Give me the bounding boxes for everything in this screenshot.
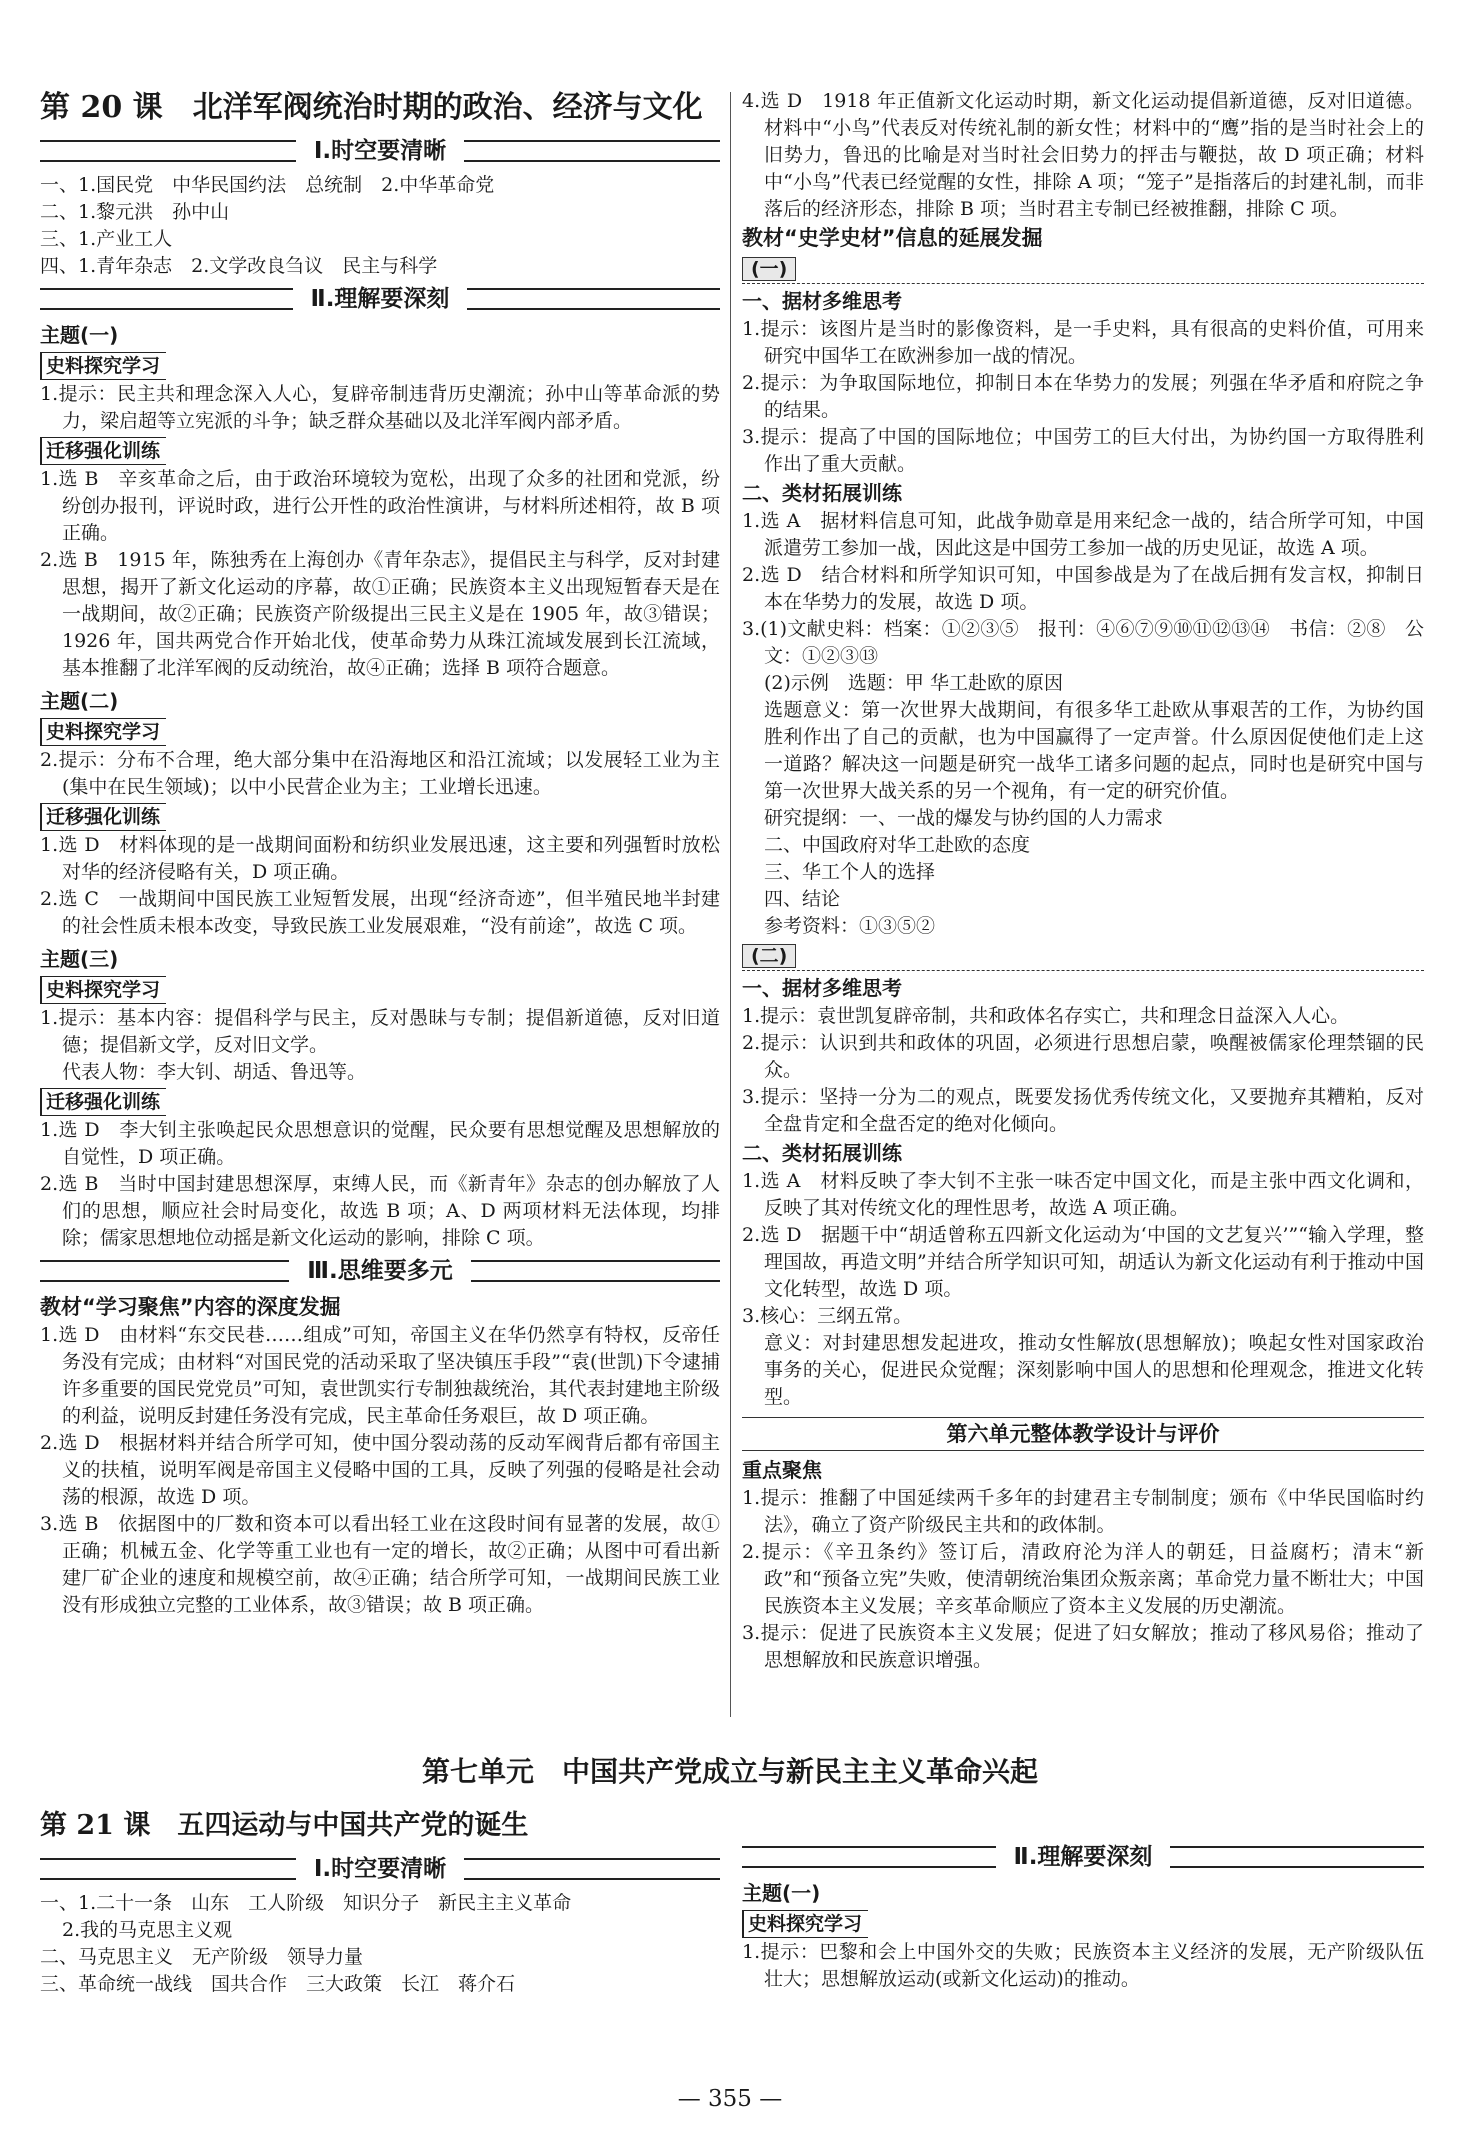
answer-item: 1.提示：基本内容：提倡科学与民主，反对愚昧与专制；提倡新道德，反对旧道德；提倡新文学，反对旧文学。 — [40, 1007, 720, 1056]
answer-item: 3.提示：坚持一分为二的观点，既要发扬优秀传统文化，又要抛弃其糟粕，反对全盘肯定和全盘否定的绝对化倾向。 — [742, 1086, 1424, 1135]
section-heading-1: Ⅰ.时空要清晰 — [40, 134, 720, 168]
left-column — [40, 88, 720, 1619]
answer-item: 3.核心：三纲五常。 — [742, 1305, 913, 1327]
answer-item: 2.提示：分布不合理，绝大部分集中在沿海地区和沿江流域；以发展轻工业为主(集中在民生领域)；以中小民营企业为主；工业增长迅速。 — [40, 749, 720, 798]
sample-line: 四、结论 — [764, 888, 841, 910]
answer-extra: 意义：对封建思想发起进攻，推动女性解放(思想解放)；唤起女性对国家政治事务的关心，促进民众觉醒；深刻影响中国人的思想和伦理观念，推进文化转型。 — [764, 1332, 1424, 1408]
sec1-line: 三、革命统一战线 国共合作 三大政策 长江 蒋介石 — [40, 1973, 516, 1995]
tag-shiliao: 史料探究学习 — [40, 976, 166, 1004]
answer-item: 1.选 D 材料体现的是一战期间面粉和纺织业发展迅速，这主要和列强暂时放松对华的经济侵略有关，D 项正确。 — [40, 834, 720, 883]
answer-item: 1.选 A 材料反映了李大钊不主张一味否定中国文化，而是主张中西文化调和，反映了其对传统文化的理性思考，故选 A 项正确。 — [742, 1170, 1424, 1219]
tag-shiliao: 史料探究学习 — [40, 718, 166, 746]
sec1-line: 2.我的马克思主义观 — [62, 1919, 233, 1941]
extension-heading: 教材“史学史材”信息的延展发掘 — [742, 226, 1043, 250]
answer-item: 1.选 D 李大钊主张唤起民众思想意识的觉醒，民众要有思想觉醒及思想解放的自觉性，D 项正确。 — [40, 1119, 720, 1168]
answer-item: 1.提示：该图片是当时的影像资料，是一手史料，具有很高的史料价值，可用来研究中国华工在欧洲参加一战的情况。 — [742, 318, 1424, 367]
tag-qianyi: 迁移强化训练 — [40, 1088, 166, 1116]
part-1-label: (一) — [742, 255, 1424, 284]
column-divider — [730, 92, 731, 1717]
section-heading-1: Ⅰ.时空要清晰 — [40, 1852, 720, 1886]
sec1-line: 二、1.黎元洪 孙中山 — [40, 201, 230, 223]
section-heading-2: Ⅱ.理解要深刻 — [40, 282, 720, 316]
sec3-subheading: 教材“学习聚焦”内容的深度发掘 — [40, 1295, 341, 1319]
answer-extra: 代表人物：李大钊、胡适、鲁迅等。 — [62, 1061, 367, 1083]
topic-2: 主题(二) — [40, 689, 119, 713]
sec1-line: 四、1.青年杂志 2.文学改良刍议 民主与科学 — [40, 255, 438, 277]
bottom-right-column — [742, 1806, 1424, 1993]
unit-6-title: 第六单元整体教学设计与评价 — [742, 1417, 1424, 1451]
answer-item: 2.提示：认识到共和政体的巩固，必须进行思想启蒙，唤醒被儒家伦理禁锢的民众。 — [742, 1032, 1424, 1081]
sample-line: 参考资料：①③⑤② — [764, 915, 936, 937]
answer-item: 2.选 D 结合材料和所学知识可知，中国参战是为了在战后拥有发言权，抑制日本在华势力的发展，故选 D 项。 — [742, 564, 1424, 613]
sample-line: 研究提纲：一、一战的爆发与协约国的人力需求 — [764, 807, 1164, 829]
section-heading-2: Ⅱ.理解要深刻 — [742, 1840, 1424, 1874]
unit-7-title: 第七单元 中国共产党成立与新民主主义革命兴起 — [421, 1755, 1038, 1788]
answer-item: 2.选 D 据题干中“胡适曾称五四新文化运动为‘中国的文艺复兴’”“输入学理，整理国故，再造文明”并结合所学知识可知，胡适认为新文化运动有利于推动中国文化转型，故选 D 项。 — [742, 1224, 1424, 1300]
right-column — [742, 88, 1424, 1674]
answer-item: 2.提示：为争取国际地位，抑制日本在华势力的发展；列强在华矛盾和府院之争的结果。 — [742, 372, 1424, 421]
answer-item: 1.选 A 据材料信息可知，此战争勋章是用来纪念一战的，结合所学可知，中国派遣劳工参加一战，因此这是中国劳工参加一战的历史见证，故选 A 项。 — [742, 510, 1424, 559]
answer-item: 1.提示：推翻了中国延续两千多年的封建君主专制制度；颁布《中华民国临时约法》，确立了资产阶级民主共和的政体制。 — [742, 1487, 1424, 1536]
sec1-line: 三、1.产业工人 — [40, 228, 173, 250]
topic-1: 主题(一) — [40, 323, 119, 347]
answer-item: 1.选 D 由材料“东交民巷……组成”可知，帝国主义在华仍然享有特权，反帝任务没有完成；由材料“对国民党的活动采取了坚决镇压手段”“袁(世凯)下令逮捕许多重要的国民党党员”可知，袁世凯实行专制独裁统治，其代表封建地主阶级的利益，说明反封建任务没有完成，民主革命任务艰巨，故 D 项正确。 — [40, 1324, 720, 1427]
answer-item: 1.提示：巴黎和会上中国外交的失败；民族资本主义经济的发展，无产阶级队伍壮大；思想解放运动(或新文化运动)的推动。 — [742, 1941, 1424, 1990]
answer-item: 4.选 D 1918 年正值新文化运动时期，新文化运动提倡新道德，反对旧道德。材料中“小鸟”代表反对传统礼制的新女性；材料中的“鹰”指的是当时社会上的旧势力，鲁迅的比喻是对当时社会旧势力的抨击与鞭挞，故 D 项正确；材料中“小鸟”代表已经觉醒的女性，排除 A 项；“笼子”是指落后的封建礼制，而非落后的经济形态，排除 B 项；当时君主专制已经被推翻，排除 C 项。 — [742, 90, 1424, 220]
answer-item: 1.提示：袁世凯复辟帝制，共和政体名存实亡，共和理念日益深入人心。 — [742, 1005, 1350, 1027]
answer-item: 2.提示：《辛丑条约》签订后，清政府沦为洋人的朝廷，日益腐朽；清末“新政”和“预备立宪”失败，使清朝统治集团众叛亲离；革命党力量不断壮大；中国民族资本主义发展；辛亥革命顺应了资本主义发展的历史潮流。 — [742, 1541, 1424, 1617]
section-heading-3: Ⅲ.思维要多元 — [40, 1254, 720, 1288]
part-2-label: (二) — [742, 942, 1424, 971]
bottom-left-column — [40, 1806, 720, 1998]
answer-item: 3.选 B 依据图中的厂数和资本可以看出轻工业在这段时间有显著的发展，故①正确；机械五金、化学等重工业也有一定的增长，故②正确；从图中可看出新建厂矿企业的速度和规模空前，故④正确；结合所学可知，一战期间民族工业没有形成独立完整的工业体系，故③错误；故 B 项正确。 — [40, 1513, 720, 1616]
answer-item: 1.选 B 辛亥革命之后，由于政治环境较为宽松，出现了众多的社团和党派，纷纷创办报刊，评说时政，进行公开性的政治性演讲，与材料所述相符，故 B 项正确。 — [40, 468, 720, 544]
answer-item: 2.选 C 一战期间中国民族工业短暂发展，出现“经济奇迹”，但半殖民地半封建的社会性质未根本改变，导致民族工业发展艰难，“没有前途”，故选 C 项。 — [40, 888, 720, 937]
answer-item: 3.(1)文献史料：档案：①②③⑤ 报刊：④⑥⑦⑨⑩⑪⑫⑬⑭ 书信：②⑧ 公文：①②③⑬ — [742, 618, 1424, 667]
tag-qianyi: 迁移强化训练 — [40, 803, 166, 831]
sec1-line: 二、马克思主义 无产阶级 领导力量 — [40, 1946, 364, 1968]
sub-jucai: 一、据材多维思考 — [742, 289, 902, 313]
tag-shiliao: 史料探究学习 — [40, 352, 166, 380]
tag-shiliao: 史料探究学习 — [742, 1910, 868, 1938]
sample-line: 二、中国政府对华工赴欧的态度 — [764, 834, 1031, 856]
topic-3: 主题(三) — [40, 947, 119, 971]
sub-jucai: 一、据材多维思考 — [742, 976, 902, 1000]
tag-qianyi: 迁移强化训练 — [40, 437, 166, 465]
sample-line: 选题意义：第一次世界大战期间，有很多华工赴欧从事艰苦的工作，为协约国胜利作出了自己的贡献，也为中国赢得了一定声誉。什么原因促使他们走上这一道路？解决这一问题是研究一战华工诸多问题的起点，同时也是研究中国与第一次世界大战关系的另一个视角，有一定的研究价值。 — [764, 699, 1424, 802]
answer-item: 2.选 B 1915 年，陈独秀在上海创办《青年杂志》，提倡民主与科学，反对封建思想，揭开了新文化运动的序幕，故①正确；民族资本主义出现短暂春天是在一战期间，故②正确；民族资产阶级提出三民主义是在 1905 年，故③错误；1926 年，国共两党合作开始北伐，使革命势力从珠江流域发展到长江流域，基本推翻了北洋军阀的反动统治，故④正确；选择 B 项符合题意。 — [40, 549, 720, 679]
answer-item: 3.提示：提高了中国的国际地位；中国劳工的巨大付出，为协约国一方取得胜利作出了重大贡献。 — [742, 426, 1424, 475]
sec1-line: 一、1.二十一条 山东 工人阶级 知识分子 新民主主义革命 — [40, 1892, 572, 1914]
answer-item: 1.提示：民主共和理念深入人心，复辟帝制违背历史潮流；孙中山等革命派的势力，梁启超等立宪派的斗争；缺乏群众基础以及北洋军阀内部矛盾。 — [40, 383, 720, 432]
sample-line: (2)示例 选题：甲 华工赴欧的原因 — [764, 672, 1063, 694]
sec1-line: 一、1.国民党 中华民国约法 总统制 2.中华革命党 — [40, 174, 495, 196]
unit-6-subheading: 重点聚焦 — [742, 1458, 822, 1482]
lesson-20-title: 第 20 课 北洋军阀统治时期的政治、经济与文化 — [40, 90, 703, 125]
sub-leicai: 二、类材拓展训练 — [742, 481, 902, 505]
answer-item: 3.提示：促进了民族资本主义发展；促进了妇女解放；推动了移风易俗；推动了思想解放和民族意识增强。 — [742, 1622, 1424, 1671]
lesson-21-title: 第 21 课 五四运动与中国共产党的诞生 — [40, 1810, 529, 1841]
answer-item: 2.选 D 根据材料并结合所学可知，使中国分裂动荡的反动军阀背后都有帝国主义的扶植，说明军阀是帝国主义侵略中国的工具，反映了列强的侵略是社会动荡的根源，故选 D 项。 — [40, 1432, 720, 1508]
answer-item: 2.选 B 当时中国封建思想深厚，束缚人民，而《新青年》杂志的创办解放了人们的思想，顺应社会时局变化，故选 B 项；A、D 两项材料无法体现，均排除；儒家思想地位动摇是新文化运动的影响，排除 C 项。 — [40, 1173, 720, 1249]
topic-1: 主题(一) — [742, 1881, 821, 1905]
sub-leicai: 二、类材拓展训练 — [742, 1141, 902, 1165]
sample-line: 三、华工个人的选择 — [764, 861, 936, 883]
page-number: — 355 — — [677, 2086, 783, 2112]
